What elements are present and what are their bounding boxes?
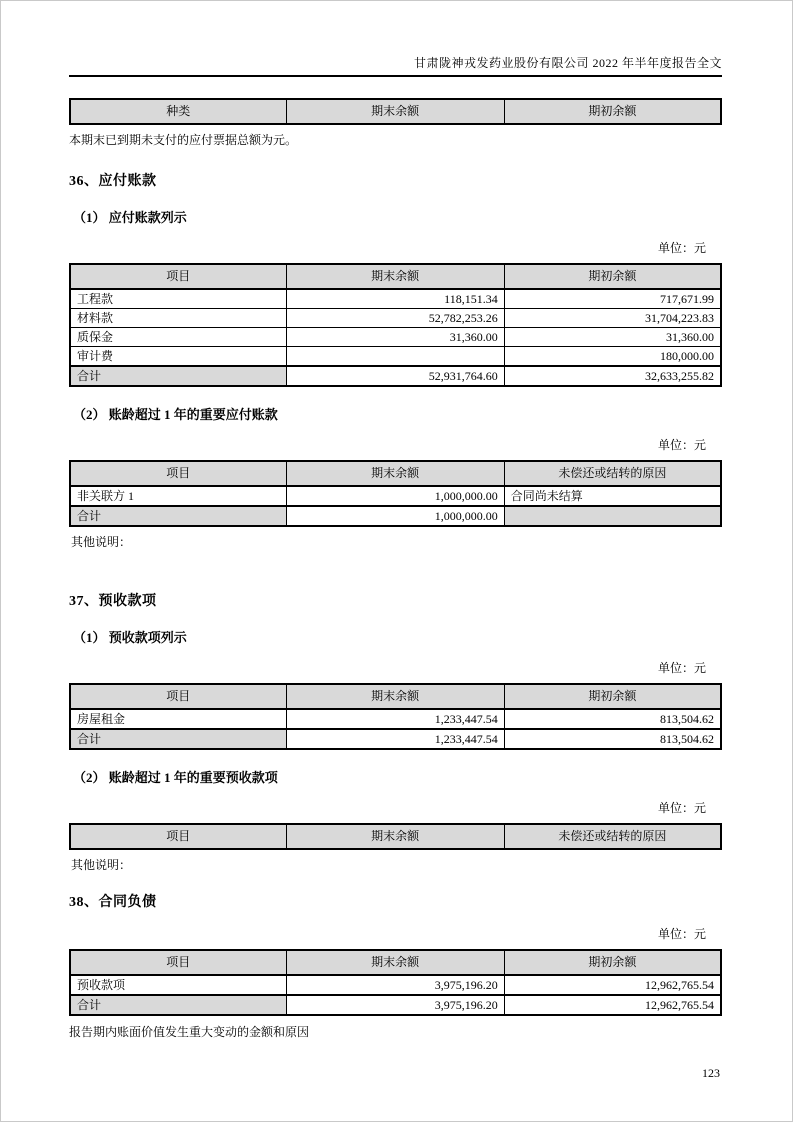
table-row: [70, 709, 721, 729]
header-rule: [69, 75, 722, 77]
table-cell: 52,782,253.26: [286, 309, 504, 328]
table-header-row: [70, 461, 721, 486]
section-38-heading: 38、合同负债: [69, 895, 157, 910]
table-row: [70, 975, 721, 995]
table-cell: 1,000,000.00: [286, 486, 504, 506]
table-row: [70, 289, 721, 309]
advances-received-table: [69, 683, 722, 750]
table-cell: [286, 347, 504, 367]
accounts-payable-table: [69, 263, 722, 387]
unit-label: 单位：元: [657, 661, 706, 675]
column-header: 期初余额: [504, 99, 721, 124]
aged-accounts-payable: [69, 460, 722, 527]
column-header: 期末余额: [286, 684, 504, 709]
column-header: 期初余额: [504, 264, 721, 289]
table-cell: 合同尚未结算: [504, 486, 721, 506]
table-cell: 合计: [70, 366, 286, 386]
column-header: 项目: [70, 684, 286, 709]
section-36-sub2-heading: （2） 账龄超过 1 年的重要应付账款: [73, 407, 278, 422]
column-header: 未偿还或结转的原因: [504, 824, 721, 849]
table-cell: 1,233,447.54: [286, 729, 504, 749]
accounts-payable: [69, 263, 722, 387]
bills-type: [69, 98, 722, 125]
table-cell: 813,504.62: [504, 709, 721, 729]
table-row: [70, 995, 721, 1015]
table-cell: 31,360.00: [504, 328, 721, 347]
page-number: 123: [702, 1066, 720, 1080]
table-cell: 813,504.62: [504, 729, 721, 749]
table-cell: 合计: [70, 506, 286, 526]
table-row: [70, 366, 721, 386]
table-cell: 工程款: [70, 289, 286, 309]
table-cell: 180,000.00: [504, 347, 721, 367]
table-row: [70, 506, 721, 526]
column-header: 期末余额: [286, 461, 504, 486]
aged-accounts-payable-table: [69, 460, 722, 527]
table-row: [70, 309, 721, 328]
table-row: [70, 729, 721, 749]
column-header: 种类: [70, 99, 286, 124]
section-37-sub1-heading: （1） 预收款项列示: [73, 630, 187, 645]
table-header-row: [70, 99, 721, 124]
table-header-row: [70, 950, 721, 975]
column-header: 项目: [70, 950, 286, 975]
table-row: [70, 486, 721, 506]
section-37-heading: 37、预收款项: [69, 594, 157, 609]
column-header: 期初余额: [504, 950, 721, 975]
table-cell: 118,151.34: [286, 289, 504, 309]
unit-label: 单位：元: [657, 927, 706, 941]
other-notes-label: 其他说明：: [71, 858, 132, 872]
table-row: [70, 347, 721, 367]
contract-liabilities: [69, 949, 722, 1016]
table-cell: 12,962,765.54: [504, 995, 721, 1015]
table-cell: 717,671.99: [504, 289, 721, 309]
unit-label: 单位：元: [657, 801, 706, 815]
unit-label: 单位：元: [657, 241, 706, 255]
carrying-value-change-note: 报告期内账面价值发生重大变动的金额和原因: [69, 1025, 310, 1039]
table-cell: 合计: [70, 729, 286, 749]
column-header: 项目: [70, 264, 286, 289]
column-header: 期初余额: [504, 684, 721, 709]
table-cell: 1,233,447.54: [286, 709, 504, 729]
section-36-heading: 36、应付账款: [69, 174, 157, 189]
table-cell: 3,975,196.20: [286, 975, 504, 995]
table-cell: 非关联方 1: [70, 486, 286, 506]
advances-received: [69, 683, 722, 750]
page-header-title: 甘肃陇神戎发药业股份有限公司 2022 年半年度报告全文: [413, 56, 722, 70]
table-cell: 32,633,255.82: [504, 366, 721, 386]
table-cell: 房屋租金: [70, 709, 286, 729]
section-37-sub2-heading: （2） 账龄超过 1 年的重要预收款项: [73, 770, 278, 785]
column-header: 期末余额: [286, 950, 504, 975]
section-36-sub1-heading: （1） 应付账款列示: [73, 210, 187, 225]
table-cell: 52,931,764.60: [286, 366, 504, 386]
column-header: 期末余额: [286, 264, 504, 289]
table-cell: 3,975,196.20: [286, 995, 504, 1015]
table-cell: 1,000,000.00: [286, 506, 504, 526]
table-cell: 12,962,765.54: [504, 975, 721, 995]
table-header-row: [70, 684, 721, 709]
unit-label: 单位：元: [657, 438, 706, 452]
table-cell: 预收款项: [70, 975, 286, 995]
aged-advances-received: [69, 823, 722, 850]
table-cell: 质保金: [70, 328, 286, 347]
column-header: 期末余额: [286, 824, 504, 849]
table-cell: [504, 506, 721, 526]
aged-advances-received-table: [69, 823, 722, 850]
column-header: 项目: [70, 824, 286, 849]
column-header: 项目: [70, 461, 286, 486]
table-cell: 合计: [70, 995, 286, 1015]
table-cell: 审计费: [70, 347, 286, 367]
table-row: [70, 328, 721, 347]
bills-due-note: 本期末已到期未支付的应付票据总额为元。: [69, 133, 298, 147]
column-header: 期末余额: [286, 99, 504, 124]
table-cell: 31,360.00: [286, 328, 504, 347]
table-header-row: [70, 824, 721, 849]
bills-type-table: [69, 98, 722, 125]
table-header-row: [70, 264, 721, 289]
table-cell: 材料款: [70, 309, 286, 328]
column-header: 未偿还或结转的原因: [504, 461, 721, 486]
contract-liabilities-table: [69, 949, 722, 1016]
other-notes-label: 其他说明：: [71, 535, 132, 549]
table-cell: 31,704,223.83: [504, 309, 721, 328]
